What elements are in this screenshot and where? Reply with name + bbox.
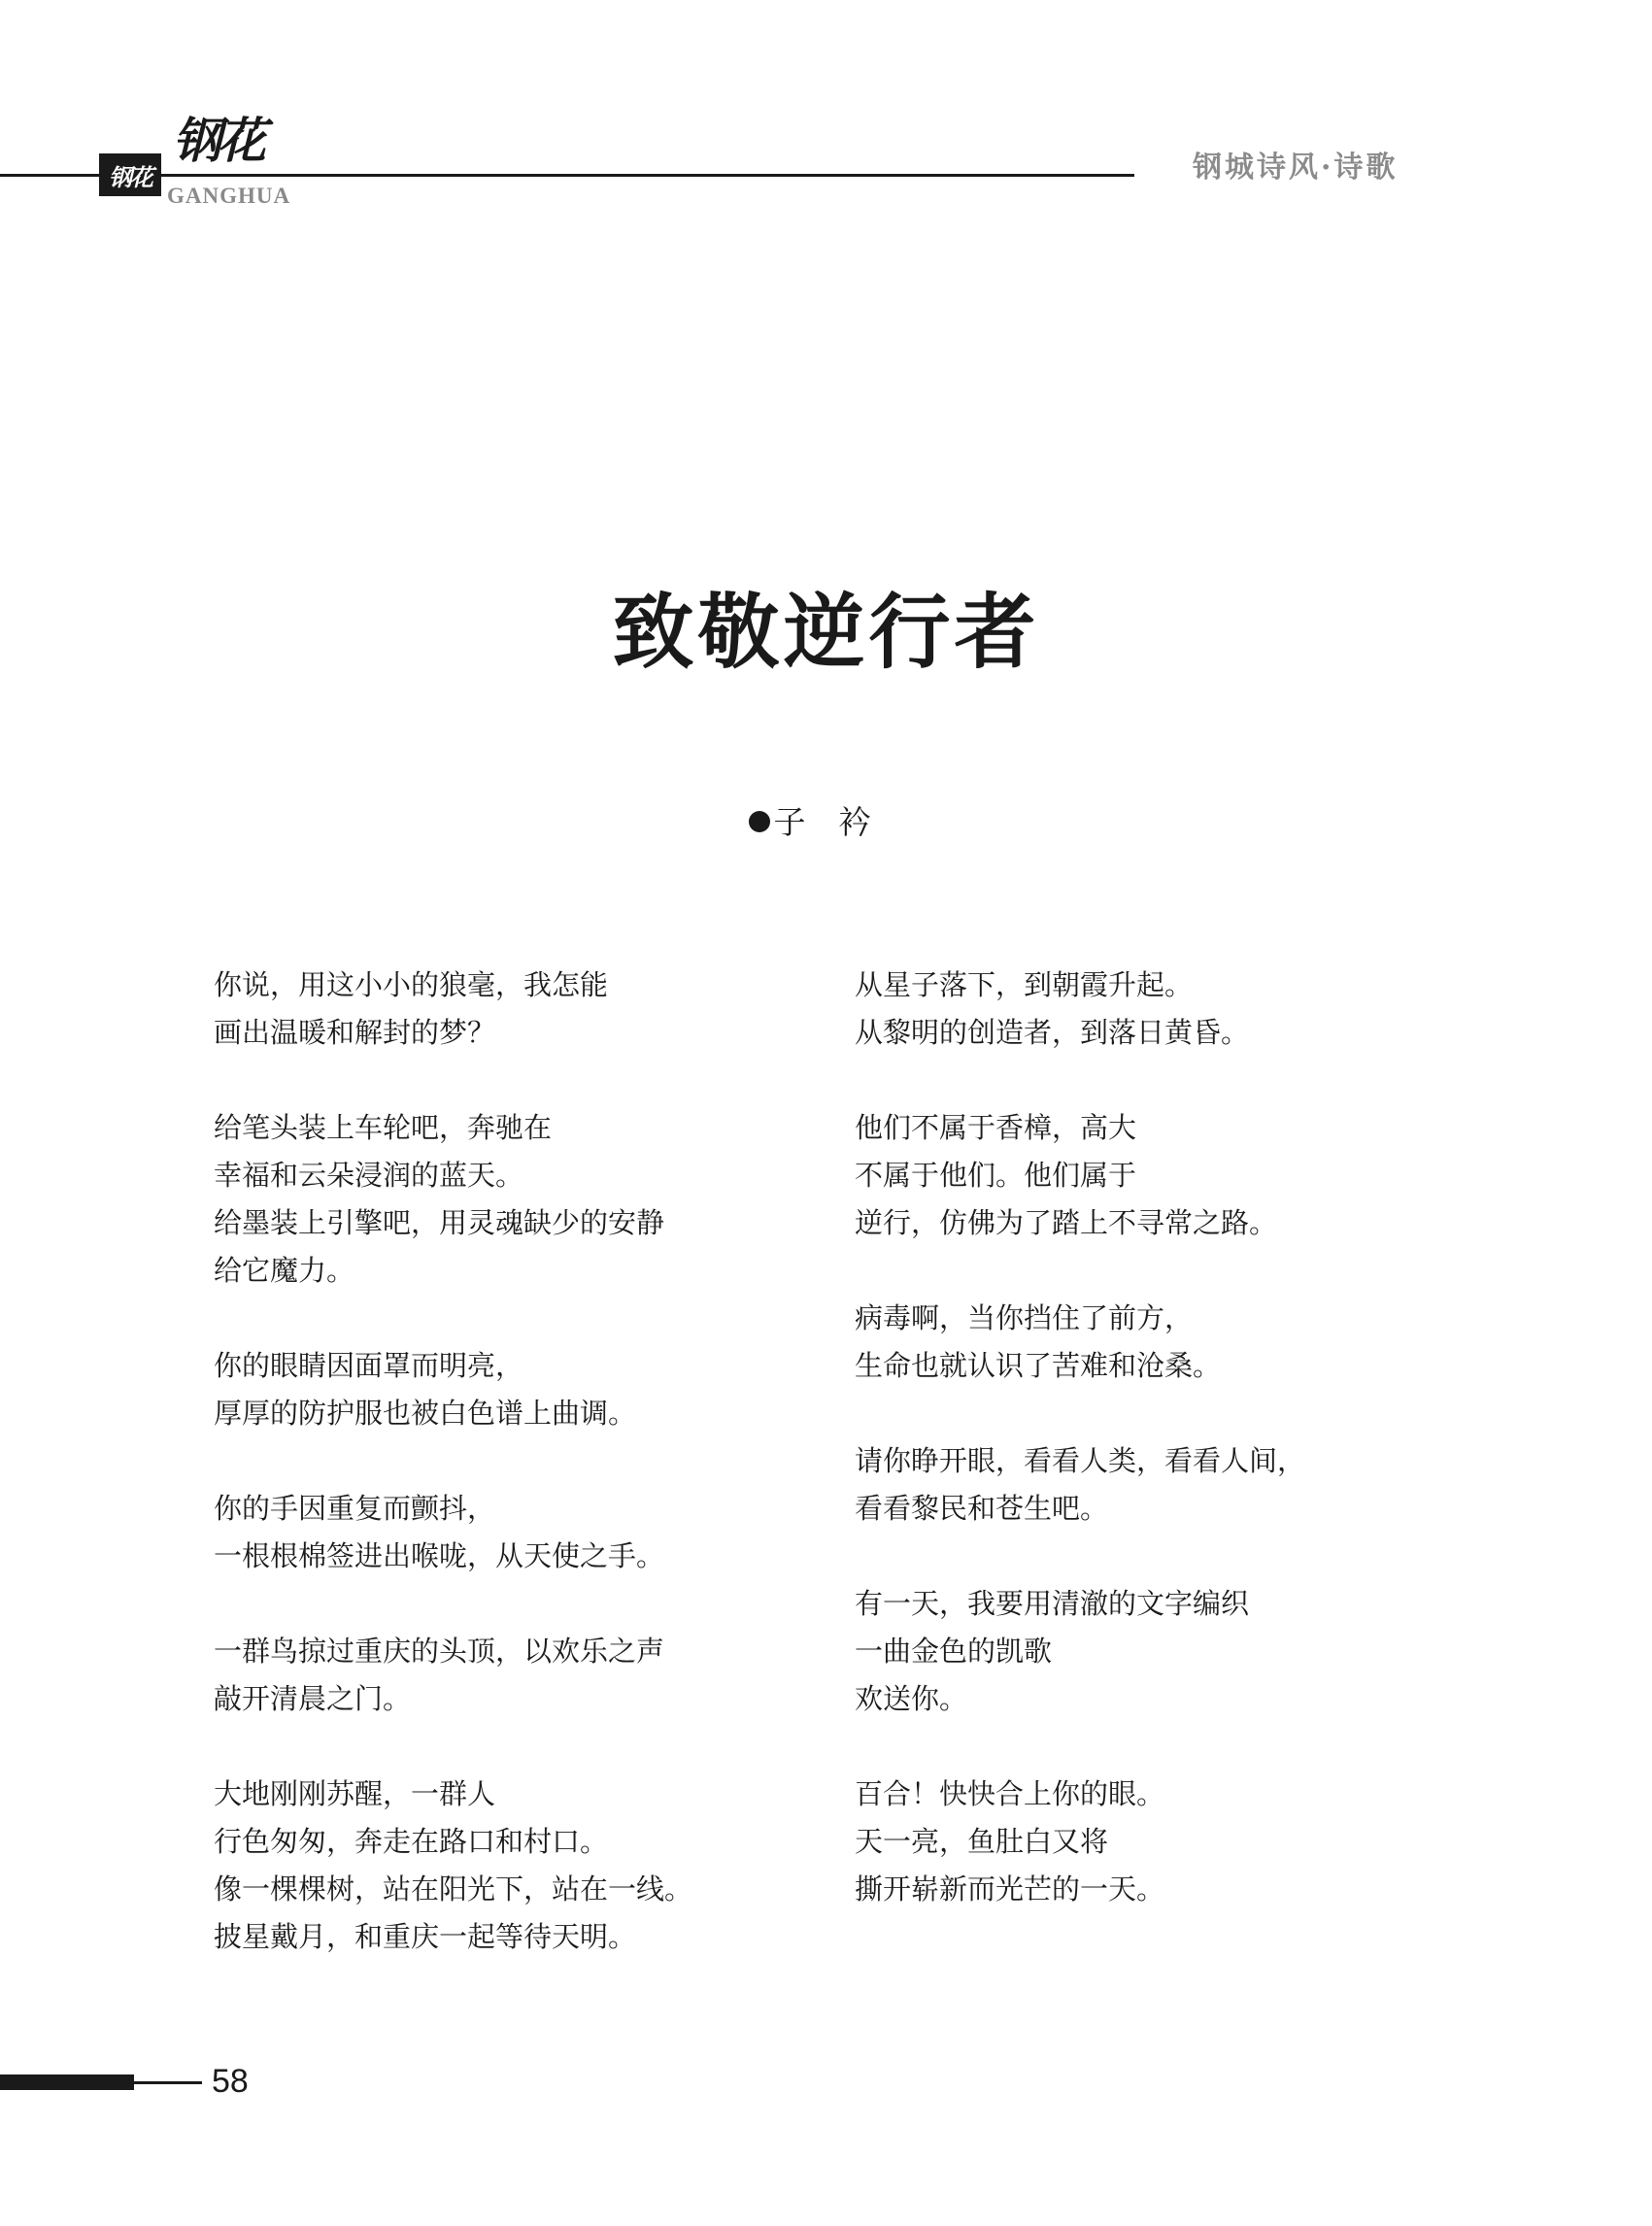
footer-bar bbox=[0, 2074, 134, 2090]
stanza bbox=[855, 1437, 1457, 1533]
poem-line: 逆行，仿佛为了踏上不寻常之路。 bbox=[855, 1206, 1278, 1239]
poem-line: 百合！快快合上你的眼。 bbox=[855, 1777, 1165, 1810]
magazine-logo-mark: 钢花 bbox=[99, 153, 161, 196]
page-number: 58 bbox=[212, 2063, 249, 2100]
poem-line: 病毒啊，当你挡住了前方， bbox=[855, 1301, 1194, 1334]
poem-left-column bbox=[214, 961, 816, 1961]
poem-line: 你的手因重复而颤抖， bbox=[214, 1492, 496, 1525]
magazine-logo-script: 钢花 bbox=[173, 112, 262, 169]
bullet-icon bbox=[749, 811, 770, 832]
poem-line: 天一亮，鱼肚白又将 bbox=[855, 1825, 1109, 1858]
poem-line: 给笔头装上车轮吧，奔驰在 bbox=[214, 1111, 553, 1144]
poem-line: 看看黎民和苍生吧。 bbox=[855, 1492, 1109, 1525]
stanza bbox=[214, 1485, 816, 1580]
stanza bbox=[855, 1580, 1457, 1723]
poem-line: 欢送你。 bbox=[855, 1682, 968, 1715]
poem-line: 行色匆匆，奔走在路口和村口。 bbox=[214, 1825, 609, 1858]
stanza bbox=[214, 1771, 816, 1961]
poem-line: 一根根棉签进出喉咙，从天使之手。 bbox=[214, 1539, 665, 1572]
stanza bbox=[214, 1104, 816, 1295]
poem-line: 不属于他们。他们属于 bbox=[855, 1159, 1137, 1192]
poem-line: 请你睁开眼，看看人类，看看人间， bbox=[855, 1444, 1306, 1477]
poem-line: 画出温暖和解封的梦？ bbox=[214, 1016, 496, 1049]
poem-line: 他们不属于香樟，高大 bbox=[855, 1111, 1137, 1144]
poem-line: 你说，用这小小的狼毫，我怎能 bbox=[214, 968, 609, 1001]
poem-line: 厚厚的防护服也被白色谱上曲调。 bbox=[214, 1397, 637, 1430]
poem-line: 生命也就认识了苦难和沧桑。 bbox=[855, 1349, 1222, 1382]
poem-line: 像一棵棵树，站在阳光下，站在一线。 bbox=[214, 1872, 693, 1906]
header-rule bbox=[0, 174, 1134, 177]
poem-line: 幸福和云朵浸润的蓝天。 bbox=[214, 1159, 524, 1192]
poem-line: 一群鸟掠过重庆的头顶，以欢乐之声 bbox=[214, 1635, 665, 1668]
stanza bbox=[214, 961, 816, 1057]
poem-line: 从黎明的创造者，到落日黄昏。 bbox=[855, 1016, 1250, 1049]
poem-line: 给墨装上引擎吧，用灵魂缺少的安静 bbox=[214, 1206, 665, 1239]
poem-line: 有一天，我要用清澈的文字编织 bbox=[855, 1587, 1250, 1620]
author-byline bbox=[0, 803, 1652, 841]
poem-line: 你的眼睛因面罩而明亮， bbox=[214, 1349, 524, 1382]
stanza bbox=[855, 1771, 1457, 1913]
stanza bbox=[855, 1295, 1457, 1390]
poem-line: 一曲金色的凯歌 bbox=[855, 1635, 1053, 1668]
footer-rule bbox=[134, 2081, 202, 2084]
stanza bbox=[214, 1342, 816, 1437]
poem-line: 披星戴月，和重庆一起等待天明。 bbox=[214, 1920, 637, 1953]
poem-line: 大地刚刚苏醒，一群人 bbox=[214, 1777, 496, 1810]
stanza bbox=[855, 961, 1457, 1057]
stanza bbox=[855, 1104, 1457, 1247]
poem-line: 从星子落下，到朝霞升起。 bbox=[855, 968, 1194, 1001]
poem-right-column bbox=[855, 961, 1457, 1913]
poem-line: 给它魔力。 bbox=[214, 1254, 355, 1287]
stanza bbox=[214, 1628, 816, 1723]
poem-line: 撕开崭新而光芒的一天。 bbox=[855, 1872, 1165, 1906]
magazine-logo-latin: GANGHUA bbox=[167, 184, 291, 208]
section-label: 钢城诗风·诗歌 bbox=[1193, 151, 1399, 185]
poem-title: 致敬逆行者 bbox=[612, 584, 1040, 680]
author-name: 子衿 bbox=[773, 803, 904, 841]
poem-line: 敲开清晨之门。 bbox=[214, 1682, 412, 1715]
